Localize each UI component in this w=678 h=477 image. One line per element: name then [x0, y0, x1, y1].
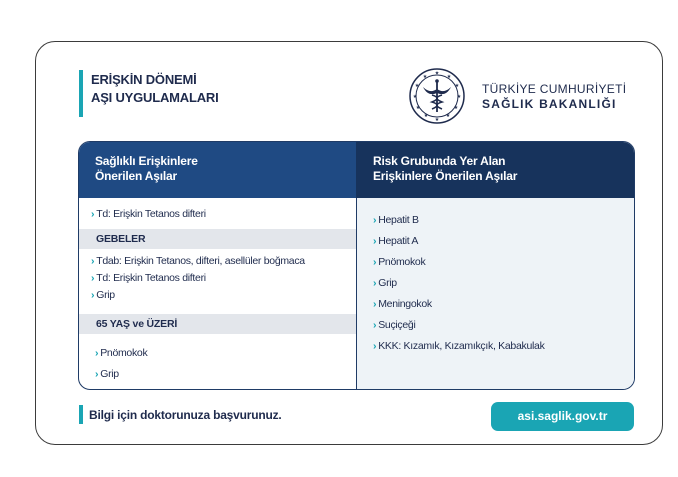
- section-band-65: [79, 314, 356, 334]
- ministry-name: [482, 82, 626, 112]
- list-item: › Pnömokok: [373, 256, 426, 268]
- list-item: › Pnömokok: [95, 347, 148, 359]
- arrow-icon: ›: [91, 272, 95, 284]
- svg-text:★: ★: [414, 83, 420, 89]
- right-header-line-2: Erişkinlere Önerilen Aşılar: [373, 169, 518, 183]
- list-item: › Td: Erişkin Tetanos difteri: [91, 208, 206, 220]
- section-band-pregnant: [79, 229, 356, 249]
- ministry-line-2: SAĞLIK BAKANLIĞI: [482, 97, 617, 111]
- arrow-icon: ›: [373, 319, 377, 331]
- section-label-pregnant: GEBELER: [96, 233, 146, 245]
- ministry-logo-icon: [408, 67, 466, 125]
- svg-text:★: ★: [434, 70, 440, 77]
- svg-text:★: ★: [422, 74, 428, 80]
- list-item: › Hepatit B: [373, 214, 419, 226]
- list-item: › Grip: [91, 289, 115, 301]
- svg-text:★: ★: [423, 113, 429, 119]
- arrow-icon: ›: [373, 277, 377, 289]
- right-column-header: [356, 142, 635, 198]
- list-item: › Meningokok: [373, 298, 432, 310]
- footer-info-text: Bilgi için doktorunuza başvurunuz.: [89, 408, 282, 422]
- column-divider: [356, 198, 357, 390]
- title-line-2: AŞI UYGULAMALARI: [91, 90, 219, 105]
- left-column-header: [79, 142, 356, 198]
- svg-text:★: ★: [454, 83, 460, 89]
- right-column-body: [356, 198, 635, 390]
- arrow-icon: ›: [91, 289, 95, 301]
- arrow-icon: ›: [373, 235, 377, 247]
- list-item: › Grip: [95, 368, 119, 380]
- arrow-icon: ›: [95, 347, 99, 359]
- arrow-icon: ›: [373, 256, 377, 268]
- list-item: › Grip: [373, 277, 397, 289]
- title-line-1: ERİŞKİN DÖNEMİ: [91, 72, 197, 87]
- arrow-icon: ›: [373, 340, 377, 352]
- arrow-icon: ›: [373, 298, 377, 310]
- list-item: › Tdab: Erişkin Tetanos, difteri, asellüler boğmaca: [91, 255, 305, 267]
- arrow-icon: ›: [373, 214, 377, 226]
- list-item: › KKK: Kızamık, Kızamıkçık, Kabakulak: [373, 340, 545, 352]
- ministry-line-1: TÜRKİYE CUMHURİYETİ: [482, 82, 627, 96]
- website-link-button[interactable]: asi.saglik.gov.tr: [491, 402, 634, 431]
- page-title: [79, 71, 219, 107]
- svg-text:★: ★: [453, 105, 459, 111]
- svg-text:★: ★: [445, 113, 451, 119]
- right-header-line-1: Risk Grubunda Yer Alan: [373, 154, 506, 168]
- left-header-line-1: Sağlıklı Erişkinlere: [95, 154, 198, 168]
- arrow-icon: ›: [91, 208, 95, 220]
- svg-text:★: ★: [412, 94, 418, 100]
- svg-text:★: ★: [446, 74, 452, 80]
- list-item: › Hepatit A: [373, 235, 419, 247]
- vaccine-table: [78, 141, 635, 390]
- footer-accent-bar: [79, 405, 83, 424]
- svg-text:★: ★: [456, 94, 462, 100]
- arrow-icon: ›: [95, 368, 99, 380]
- svg-text:★: ★: [415, 105, 421, 111]
- arrow-icon: ›: [91, 255, 95, 267]
- list-item: › Suçiçeği: [373, 319, 416, 331]
- left-header-line-2: Önerilen Aşılar: [95, 169, 177, 183]
- section-label-65: 65 YAŞ ve ÜZERİ: [96, 318, 178, 330]
- svg-text:★: ★: [434, 117, 440, 123]
- list-item: › Td: Erişkin Tetanos difteri: [91, 272, 206, 284]
